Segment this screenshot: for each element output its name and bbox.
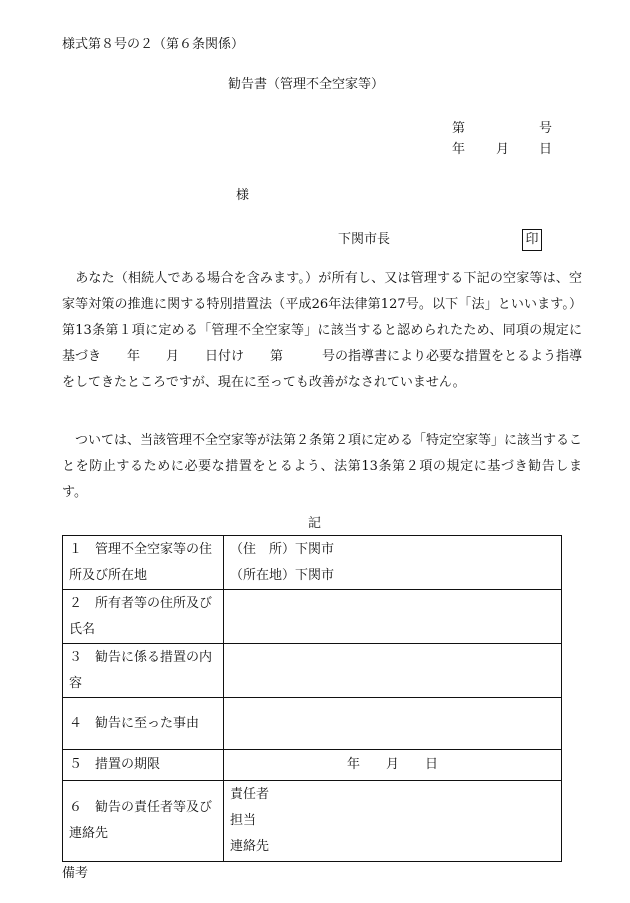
doc-number-suffix: 号 [539, 121, 553, 136]
body-paragraph-2: ついては、当該管理不全空家等が法第２条第２項に定める「特定空家等」に該当することを防止するために必要な措置をとるよう、法第13条第２項の規定に基づき勧告します。 [62, 433, 583, 500]
table-row [63, 698, 562, 750]
doc-number-prefix: 第 [452, 121, 466, 136]
row-value-measures [224, 644, 562, 698]
ki-heading: 記 [308, 516, 322, 531]
row-label-reason: ４ 勧告に至った事由 [63, 698, 224, 750]
form-id: 様式第８号の２（第６条関係） [62, 37, 245, 52]
table-row [63, 750, 562, 781]
row-label-owner: ２ 所有者等の住所及び氏名 [63, 590, 224, 644]
location-line: （所在地）下関市 [230, 567, 335, 583]
date-month: 月 [496, 142, 510, 157]
row-label-deadline: ５ 措置の期限 [63, 750, 224, 781]
remarks-label: 備考 [62, 866, 89, 881]
responsible-person: 責任者 [230, 787, 270, 802]
body-paragraph-1: あなた（相続人である場合を含みます。）が所有し、又は管理する下記の空家等は、空家等対策の推進に関する特別措置法（平成26年法律第127号。以下「法」といいます。）第13条第１項に定める「管理不全空家等」に該当すると認められたため、同項の規定に基づき 年 月 日付け 第 号の指導書により必要な措置をとるよう指導をしてきたところですが、現在に至っても改善がなされていません。 [62, 271, 583, 390]
person-in-charge: 担当 [230, 813, 257, 828]
row-label-contact: ６ 勧告の責任者等及び連絡先 [63, 781, 224, 862]
date-year: 年 [452, 142, 466, 157]
row-value-contact [224, 781, 562, 862]
row-label-measures: ３ 勧告に係る措置の内容 [63, 644, 224, 698]
row-label-address: １ 管理不全空家等の住所及び所在地 [63, 536, 224, 590]
table-row [63, 590, 562, 644]
table-row [63, 644, 562, 698]
seal-mark: 印 [522, 229, 542, 251]
table-row [63, 536, 562, 590]
row-value-reason [224, 698, 562, 750]
row-value-address [224, 536, 562, 590]
addressee-suffix: 様 [236, 188, 250, 203]
address-line: （住 所）下関市 [230, 541, 335, 557]
date-day: 日 [539, 142, 553, 157]
issuer-name: 下関市長 [338, 232, 391, 247]
table-row [63, 781, 562, 862]
contact-info: 連絡先 [230, 839, 270, 854]
document-title: 勧告書（管理不全空家等） [228, 77, 385, 92]
row-value-owner [224, 590, 562, 644]
details-table [62, 535, 562, 862]
row-value-deadline: 年 月 日 [224, 750, 562, 781]
